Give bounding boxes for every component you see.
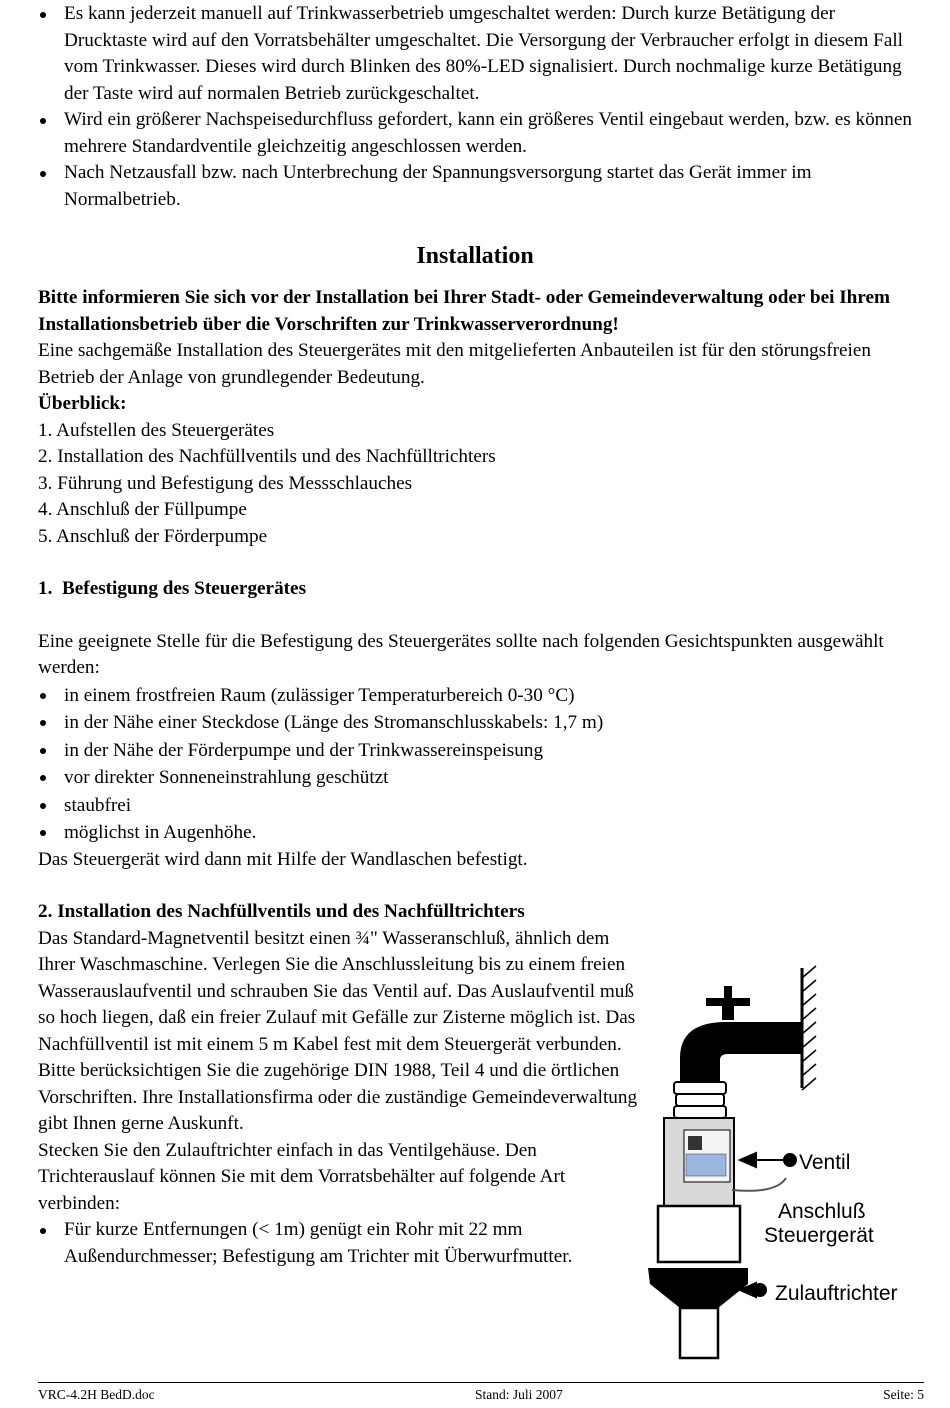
section2-bullet-list bbox=[38, 1217, 638, 1270]
list-item: in einem frostfreien Raum (zulässiger Temperaturbereich 0-30 °C) bbox=[38, 682, 912, 710]
section1-title: 1. Befestigung des Steuergerätes bbox=[38, 578, 307, 599]
fitting-rings bbox=[674, 1082, 726, 1118]
section2-para1: Das Standard-Magnetventil besitzt einen ¾" Wasseranschluß, ähnlich dem Ihrer Waschmaschine. Verlegen Sie die Anschlussleitung bis zu einem freien Wasserauslaufventil und schrauben Sie das Ventil auf. Das Auslaufventil muß so hoch liegen, daß ein freier Zulauf mit Gefälle zur Zisterne möglich ist. Das Nachfüllventil ist mit einem 5 m Kabel fest mit dem Steuergerät verbunden. bbox=[38, 927, 636, 1055]
footer-page-number: Seite: 5 bbox=[883, 1387, 924, 1402]
list-item: Wird ein größerer Nachspeisedurchfluss gefordert, kann ein größeres Ventil eingebaut werden, bzw. es können mehrere Standardventile gleichzeitig angeschlossen werden. bbox=[38, 107, 912, 160]
list-item: vor direkter Sonneneinstrahlung geschützt bbox=[38, 764, 912, 792]
list-item: in der Nähe der Förderpumpe und der Trinkwassereinspeisung bbox=[38, 737, 912, 765]
section2-para2: Bitte berücksichtigen Sie die zugehörige DIN 1988, Teil 4 und die örtlichen Vorschriften. Ihre Installationsfirma oder die zuständige Gemeindeverwaltung gibt Ihnen gerne Auskunft. bbox=[38, 1060, 638, 1134]
warning-symbol-icon bbox=[688, 1136, 702, 1150]
list-item: Nach Netzausfall bzw. nach Unterbrechung der Spannungsversorgung startet das Gerät immer im Normalbetrieb. bbox=[38, 160, 912, 213]
section2-para3: Stecken Sie den Zulauftrichter einfach in das Ventilgehäuse. Den Trichterauslauf können Sie mit dem Vorratsbehälter auf folgende Art verbinden: bbox=[38, 1139, 566, 1214]
installation-heading: Installation bbox=[416, 243, 534, 269]
list-item: 3. Führung und Befestigung des Messschlauches bbox=[38, 472, 413, 494]
list-item: möglichst in Augenhöhe. bbox=[38, 819, 912, 847]
overview-label: Überblick: bbox=[38, 393, 127, 414]
section1-bullet-list bbox=[38, 682, 912, 847]
list-item: 5. Anschluß der Förderpumpe bbox=[38, 525, 268, 547]
faucet-spout bbox=[680, 1022, 802, 1082]
label-text-block bbox=[686, 1154, 726, 1176]
intro-bullet-list bbox=[38, 1, 912, 213]
label-zulauftrichter: Zulauftrichter bbox=[775, 1282, 898, 1305]
footer-date: Stand: Juli 2007 bbox=[474, 1387, 563, 1402]
label-anschluss-2: Steuergerät bbox=[764, 1224, 874, 1247]
page-footer bbox=[38, 1382, 924, 1403]
valve-figure bbox=[636, 958, 936, 1378]
list-item: 1. Aufstellen des Steuergerätes bbox=[38, 419, 275, 441]
control-cable bbox=[732, 1178, 786, 1191]
installation-intro: Eine sachgemäße Installation des Steuergerätes mit den mitgelieferten Anbauteilen ist für den störungsfreien Betrieb der Anlage von grundlegender Bedeutung. bbox=[38, 340, 871, 388]
funnel-outlet bbox=[680, 1308, 718, 1358]
label-ventil: Ventil bbox=[799, 1151, 851, 1174]
section1-intro: Eine geeignete Stelle für die Befestigung des Steuergerätes sollte nach folgenden Gesichtspunkten ausgewählt werden: bbox=[38, 630, 884, 678]
label-anschluss-1: Anschluß bbox=[778, 1200, 866, 1223]
footer-filename: VRC-4.2H BedD.doc bbox=[38, 1387, 155, 1402]
list-item: 4. Anschluß der Füllpumpe bbox=[38, 499, 247, 520]
funnel bbox=[648, 1268, 748, 1308]
installation-warning: Bitte informieren Sie sich vor der Installation bei Ihrer Stadt- oder Gemeindeverwaltung oder bei Ihrem Installationsbetrieb über die Vorschriften zur Trinkwasserverordnung! bbox=[38, 287, 891, 335]
overview-list bbox=[38, 418, 912, 551]
section1-closing: Das Steuergerät wird dann mit Hilfe der Wandlaschen befestigt. bbox=[38, 848, 528, 870]
faucet-handle bbox=[706, 986, 750, 1020]
list-item: staubfrei bbox=[38, 792, 912, 820]
list-item: 2. Installation des Nachfüllventils und des Nachfülltrichters bbox=[38, 446, 496, 467]
list-item: Es kann jederzeit manuell auf Trinkwasserbetrieb umgeschaltet werden: Durch kurze Betätigung der Drucktaste wird auf den Vorratsbehälter umgeschaltet. Die Versorgung der Verbraucher erfolgt in diesem Fall vom Trinkwasser. Dieses wird durch Blinken des 80%-LED signalisiert. Durch nochmalige kurze Betätigung der Taste wird auf normalen Betrieb zurückgeschaltet. bbox=[38, 1, 912, 107]
list-item: in der Nähe einer Steckdose (Länge des Stromanschlusskabels: 1,7 m) bbox=[38, 709, 912, 737]
lower-housing bbox=[658, 1206, 740, 1262]
list-item: Für kurze Entfernungen (< 1m) genügt ein Rohr mit 22 mm Außendurchmesser; Befestigung am Trichter mit Überwurfmutter. bbox=[38, 1217, 638, 1270]
section2-body bbox=[38, 926, 638, 1271]
wall-hatching bbox=[802, 966, 816, 1090]
section2-title: 2. Installation des Nachfüllventils und des Nachfülltrichters bbox=[38, 901, 525, 922]
